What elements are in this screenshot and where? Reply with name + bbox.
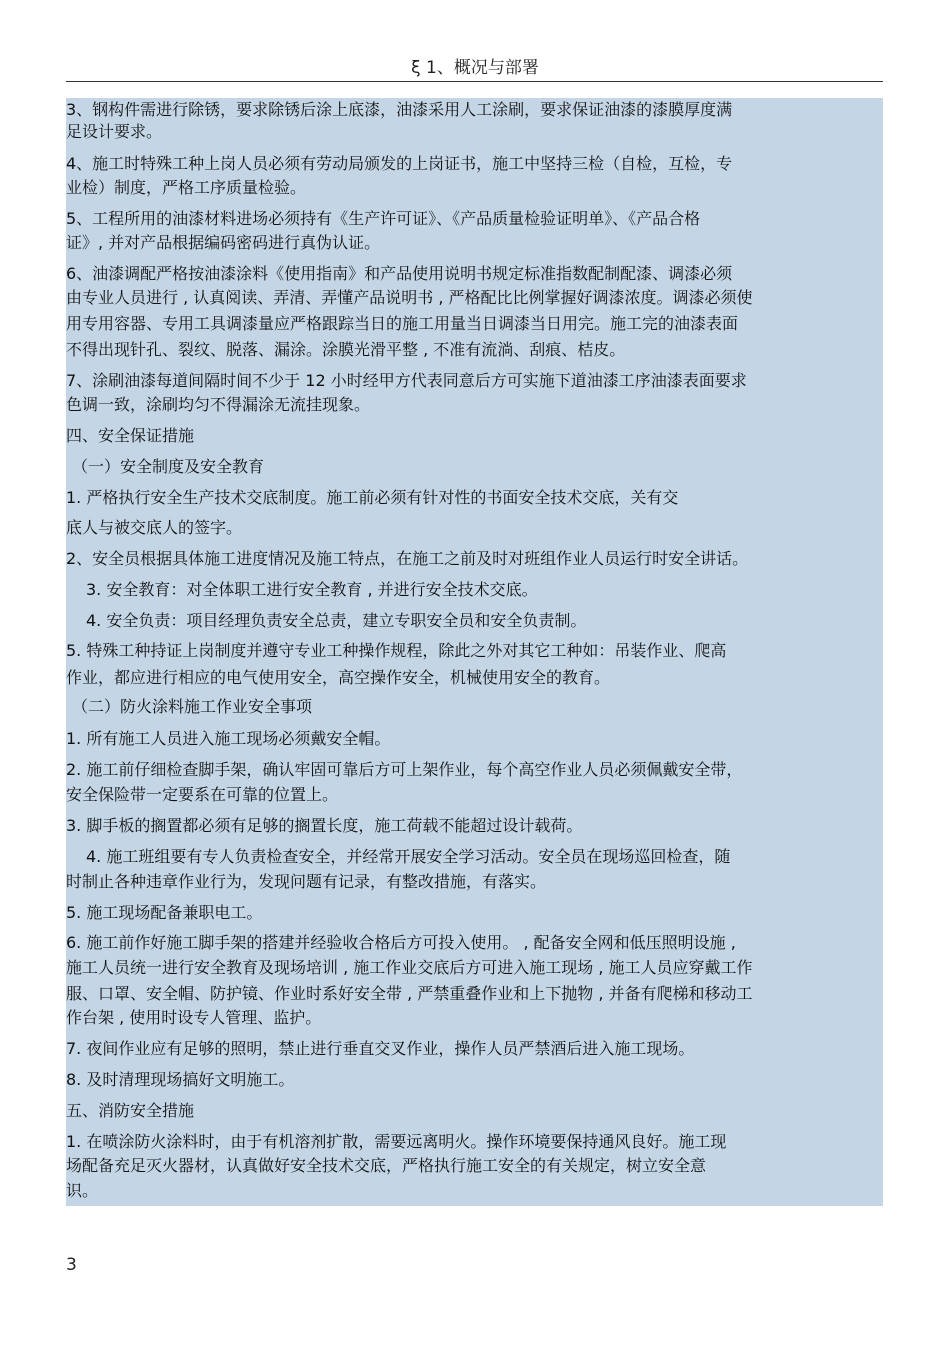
subsection-heading: （二）防火涂料施工作业安全事项 (72, 697, 313, 716)
text-line: 证》, 并对产品根据编码密码进行真伪认证。 (66, 233, 381, 252)
header-divider (66, 81, 883, 82)
subsection-heading: （一）安全制度及安全教育 (72, 457, 265, 476)
text-line: 业检）制度，严格工序质量检验。 (66, 178, 307, 197)
text-line: 7、涂刷油漆每道间隔时间不少于 12 小时经甲方代表同意后方可实施下道油漆工序油漆表面要求 (66, 371, 747, 390)
section-heading: 四、安全保证措施 (66, 426, 195, 445)
text-line: 服、口罩、安全帽、防护镜、作业时系好安全带 , 严禁重叠作业和上下抛物 , 并备有爬梯和移动工 (66, 984, 753, 1003)
text-line: 安全保险带一定要系在可靠的位置上。 (66, 785, 339, 804)
text-line: 3. 安全教育：对全体职工进行安全教育 , 并进行安全技术交底。 (86, 580, 538, 599)
text-line: 识。 (66, 1181, 99, 1200)
text-line: 5. 施工现场配备兼职电工。 (66, 903, 263, 922)
text-line: 3、钢构件需进行除锈，要求除锈后涂上底漆，油漆采用人工涂刷，要求保证油漆的漆膜厚度满 (66, 100, 733, 119)
text-line: 施工人员统一进行安全教育及现场培训 , 施工作业交底后方可进入施工现场 , 施工人员应穿戴工作 (66, 958, 753, 977)
text-line: 5、工程所用的油漆材料进场必须持有《生产许可证》、《产品质量检验证明单》、《产品合格 (66, 209, 701, 228)
text-line: 3. 脚手板的搁置都必须有足够的搁置长度，施工荷载不能超过设计载荷。 (66, 816, 583, 835)
text-line: 由专业人员进行 , 认真阅读、弄清、弄懂产品说明书 , 严格配比比例掌握好调漆浓度。调漆必须使 (66, 288, 753, 307)
text-line: 用专用容器、专用工具调漆量应严格跟踪当日的施工用量当日调漆当日用完。施工完的油漆表面 (66, 314, 739, 333)
text-line: 作业，都应进行相应的电气使用安全，高空操作安全，机械使用安全的教育。 (66, 668, 611, 687)
text-line: 6. 施工前作好施工脚手架的搭建并经验收合格后方可投入使用。 , 配备安全网和低压照明设施 , (66, 933, 736, 952)
text-line: 7. 夜间作业应有足够的照明，禁止进行垂直交叉作业，操作人员严禁酒后进入施工现场。 (66, 1039, 695, 1058)
text-line: 1. 所有施工人员进入施工现场必须戴安全帽。 (66, 729, 391, 748)
text-line: 作台架 , 使用时设专人管理、监护。 (66, 1008, 322, 1027)
text-line: 8. 及时清理现场搞好文明施工。 (66, 1070, 295, 1089)
text-line: 1. 在喷涂防火涂料时，由于有机溶剂扩散，需要远离明火。操作环境要保持通风良好。施工现 (66, 1132, 727, 1151)
text-line: 1. 严格执行安全生产技术交底制度。施工前必须有针对性的书面安全技术交底，关有交 (66, 488, 679, 507)
text-line: 5. 特殊工种持证上岗制度并遵守专业工种操作规程，除此之外对其它工种如：吊装作业、爬高 (66, 641, 727, 660)
text-line: 4. 安全负责：项目经理负责安全总责，建立专职安全员和安全负责制。 (86, 611, 587, 630)
text-line: 4、施工时特殊工种上岗人员必须有劳动局颁发的上岗证书，施工中坚持三检（自检，互检，专 (66, 154, 733, 173)
text-line: 不得出现针孔、裂纹、脱落、漏涂。涂膜光滑平整 , 不准有流淌、刮痕、桔皮。 (66, 340, 626, 359)
document-body (66, 98, 883, 1206)
section-heading: 五、消防安全措施 (66, 1101, 195, 1120)
text-line: 2、安全员根据具体施工进度情况及施工特点，在施工之前及时对班组作业人员运行时安全讲话。 (66, 549, 749, 568)
text-line: 色调一致，涂刷均匀不得漏涂无流挂现象。 (66, 395, 371, 414)
text-line: 2. 施工前仔细检查脚手架，确认牢固可靠后方可上架作业，每个高空作业人员必须佩戴安全带， (66, 760, 743, 779)
page-number: 3 (66, 1255, 77, 1275)
text-line: 时制止各种违章作业行为，发现问题有记录，有整改措施，有落实。 (66, 872, 547, 891)
text-line: 场配备充足灭火器材，认真做好安全技术交底，严格执行施工安全的有关规定，树立安全意 (66, 1156, 707, 1175)
page-header-title: ξ 1、概况与部署 (411, 58, 539, 78)
text-line: 足设计要求。 (66, 122, 163, 141)
text-line: 底人与被交底人的签字。 (66, 518, 243, 537)
text-line: 4. 施工班组要有专人负责检查安全，并经常开展安全学习活动。安全员在现场巡回检查，随 (86, 847, 731, 866)
text-line: 6、油漆调配严格按油漆涂料《使用指南》和产品使用说明书规定标准指数配制配漆、调漆必须 (66, 264, 733, 283)
